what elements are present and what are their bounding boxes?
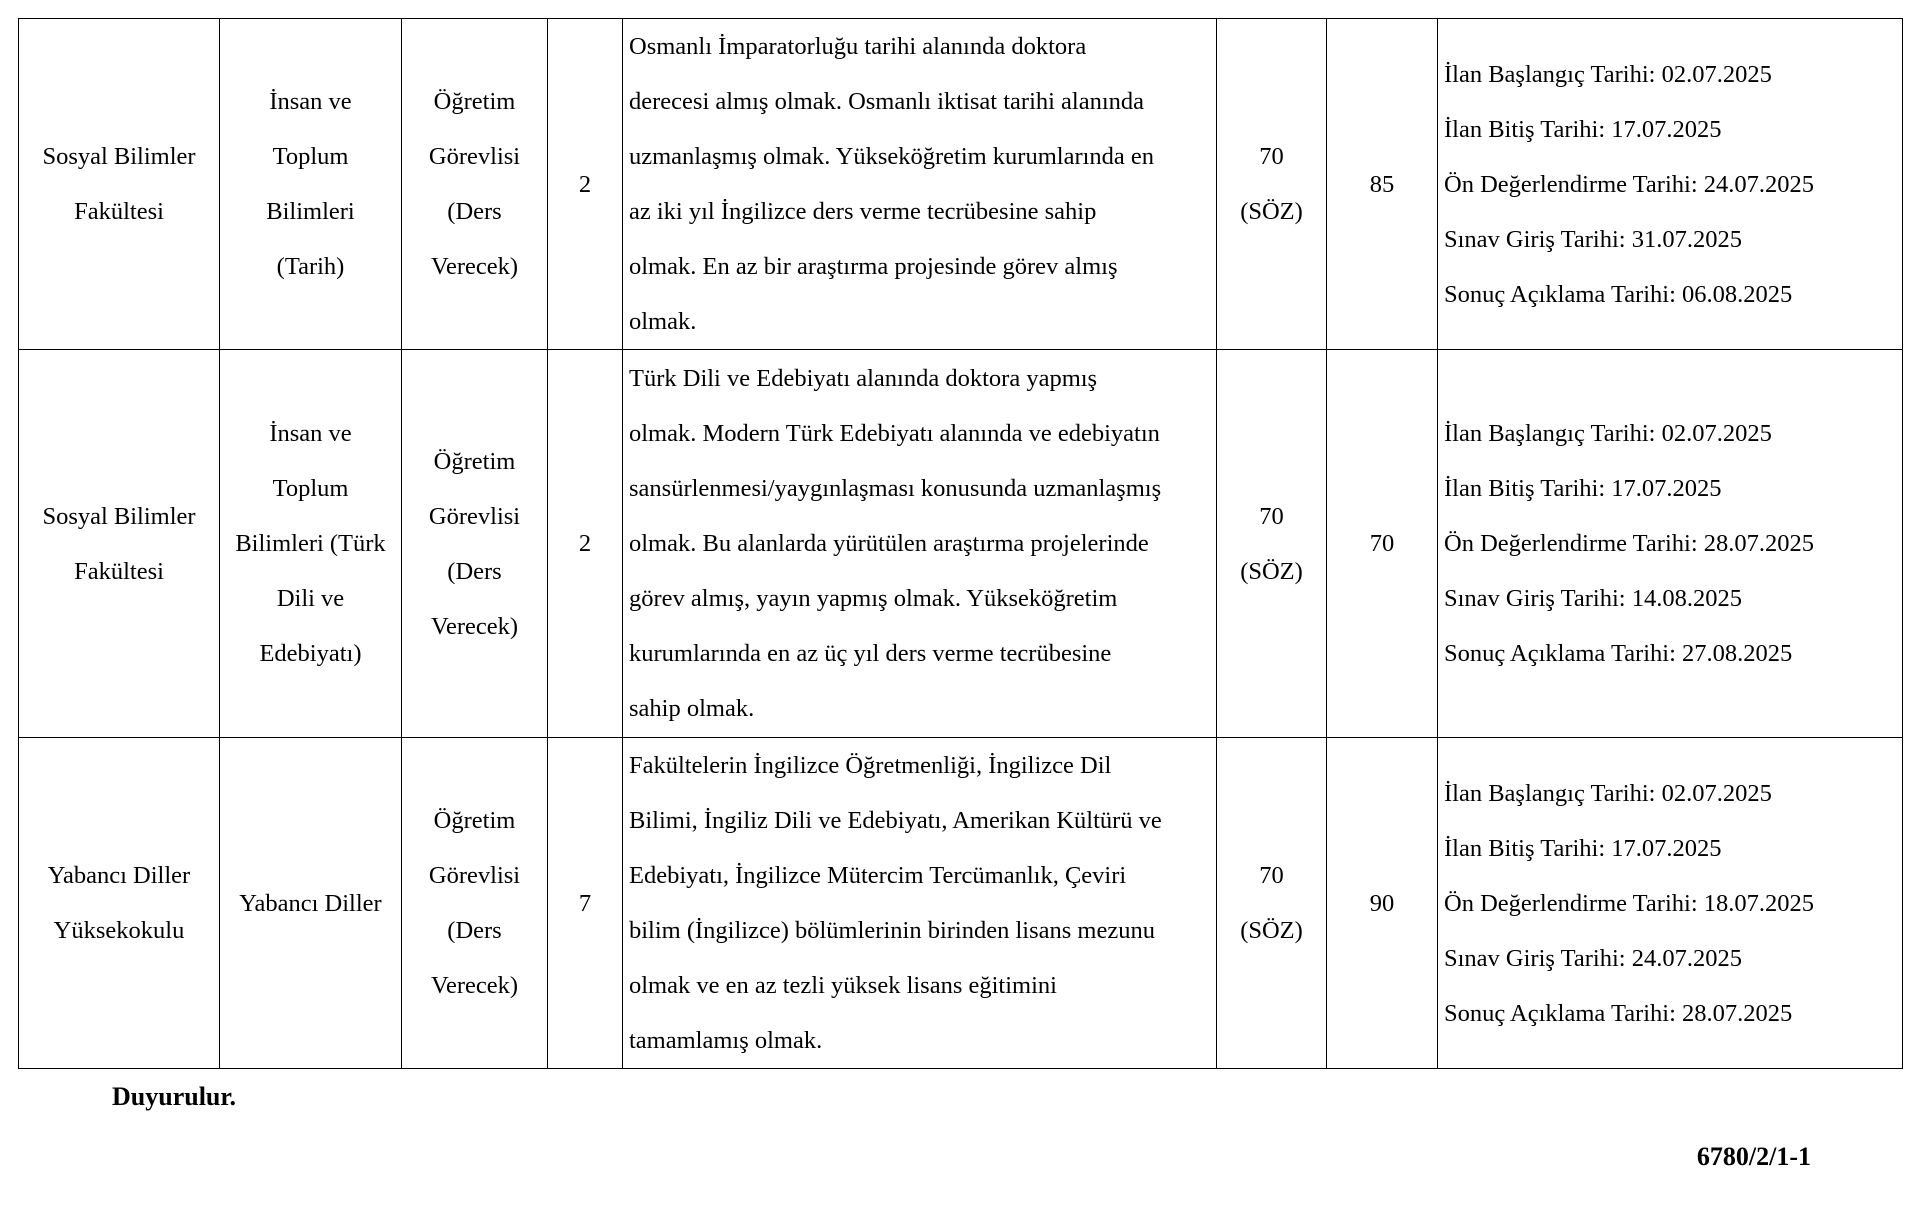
- document-number: 6780/2/1-1: [1696, 1142, 1811, 1171]
- dates-cell: İlan Başlangıç Tarihi: 02.07.2025 İlan Bitiş Tarihi: 17.07.2025 Ön Değerlendirme Tarihi: 28.07.2025 Sınav Giriş Tarihi: 14.08.2025 Sonuç Açıklama Tarihi: 27.08.2025: [1438, 350, 1903, 738]
- language-score-cell: 90: [1327, 738, 1438, 1069]
- faculty-cell: Sosyal Bilimler Fakültesi: [19, 350, 220, 738]
- ales-score-cell: 70 (SÖZ): [1217, 19, 1327, 350]
- dates-cell: İlan Başlangıç Tarihi: 02.07.2025 İlan Bitiş Tarihi: 17.07.2025 Ön Değerlendirme Tarihi: 24.07.2025 Sınav Giriş Tarihi: 31.07.2025 Sonuç Açıklama Tarihi: 06.08.2025: [1438, 19, 1903, 350]
- requirements-cell: Türk Dili ve Edebiyatı alanında doktora yapmış olmak. Modern Türk Edebiyatı alanında ve edebiyatın sansürlenmesi/yaygınlaşması konusunda uzmanlaşmış olmak. Bu alanlarda yürütülen araştırma projelerinde görev almış, yayın yapmış olmak. Yükseköğretim kurumlarında en az üç yıl ders verme tecrübesine sahip olmak.: [623, 350, 1217, 738]
- position-count-cell: 7: [548, 738, 623, 1069]
- position-title-cell: Öğretim Görevlisi (Ders Verecek): [402, 350, 548, 738]
- position-title-cell: Öğretim Görevlisi (Ders Verecek): [402, 19, 548, 350]
- position-count-cell: 2: [548, 19, 623, 350]
- department-cell: Yabancı Diller: [220, 738, 402, 1069]
- table-row: [19, 738, 1903, 1069]
- table-row: [19, 19, 1903, 350]
- job-listing-table: [18, 18, 1903, 1069]
- position-title-cell: Öğretim Görevlisi (Ders Verecek): [402, 738, 548, 1069]
- department-cell: İnsan ve Toplum Bilimleri (Tarih): [220, 19, 402, 350]
- ales-score-cell: 70 (SÖZ): [1217, 738, 1327, 1069]
- table-row: [19, 350, 1903, 738]
- requirements-cell: Osmanlı İmparatorluğu tarihi alanında doktora derecesi almış olmak. Osmanlı iktisat tarihi alanında uzmanlaşmış olmak. Yükseköğretim kurumlarında en az iki yıl İngilizce ders verme tecrübesine sahip olmak. En az bir araştırma projesinde görev almış olmak.: [623, 19, 1217, 350]
- language-score-cell: 70: [1327, 350, 1438, 738]
- language-score-cell: 85: [1327, 19, 1438, 350]
- announcement-text: Duyurulur.: [112, 1082, 237, 1111]
- faculty-cell: Yabancı Diller Yüksekokulu: [19, 738, 220, 1069]
- requirements-cell: Fakültelerin İngilizce Öğretmenliği, İngilizce Dil Bilimi, İngiliz Dili ve Edebiyatı, Amerikan Kültürü ve Edebiyatı, İngilizce Mütercim Tercümanlık, Çeviri bilim (İngilizce) bölümlerinin birinden lisans mezunu olmak ve en az tezli yüksek lisans eğitimini tamamlamış olmak.: [623, 738, 1217, 1069]
- dates-cell: İlan Başlangıç Tarihi: 02.07.2025 İlan Bitiş Tarihi: 17.07.2025 Ön Değerlendirme Tarihi: 18.07.2025 Sınav Giriş Tarihi: 24.07.2025 Sonuç Açıklama Tarihi: 28.07.2025: [1438, 738, 1903, 1069]
- faculty-cell: Sosyal Bilimler Fakültesi: [19, 19, 220, 350]
- position-count-cell: 2: [548, 350, 623, 738]
- department-cell: İnsan ve Toplum Bilimleri (Türk Dili ve Edebiyatı): [220, 350, 402, 738]
- ales-score-cell: 70 (SÖZ): [1217, 350, 1327, 738]
